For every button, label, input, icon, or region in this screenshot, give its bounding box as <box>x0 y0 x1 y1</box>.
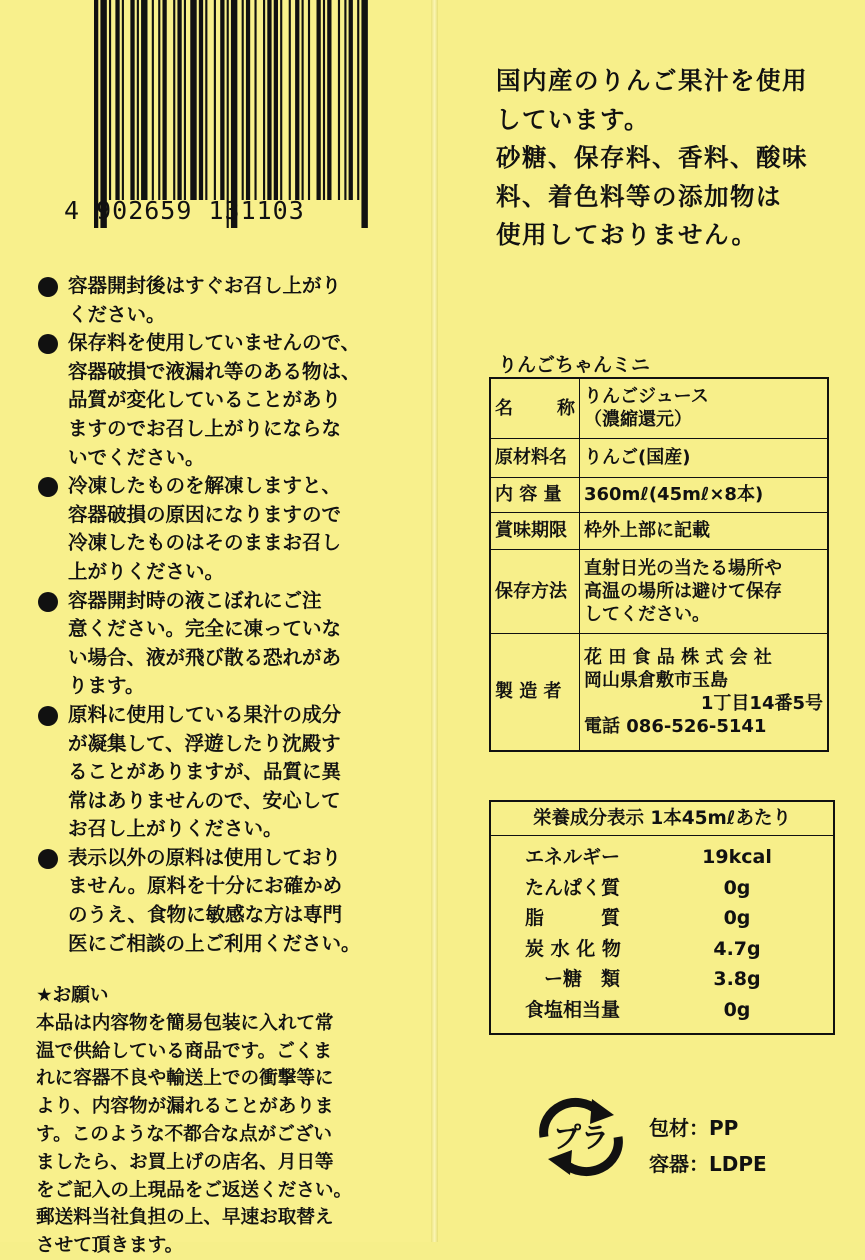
label-key: 名 称 <box>490 378 580 438</box>
label-value: 枠外上部に記載 <box>580 512 829 549</box>
nutrition-row: たんぱく質 0g <box>525 876 751 899</box>
barcode-bar <box>246 0 250 200</box>
barcode-bar <box>344 0 346 200</box>
container-material: 容器：LDPE <box>649 1152 767 1176</box>
materials <box>649 1110 767 1182</box>
maker-address-1: 岡山県倉敷市玉島 <box>584 669 728 691</box>
label-row-storage <box>490 549 828 633</box>
barcode-bar <box>214 0 216 200</box>
label-value <box>580 633 829 751</box>
barcode-bar <box>199 0 203 200</box>
request-title: ★お願い <box>36 985 109 1006</box>
label-value: 直射日光の当たる場所や 高温の場所は避けて保存 してください。 <box>580 549 829 633</box>
barcode-bar <box>162 0 166 200</box>
barcode-bar <box>158 0 160 200</box>
label-row-maker <box>490 633 828 751</box>
product-name: りんごちゃんミニ <box>498 354 651 376</box>
barcode-bar <box>308 0 310 200</box>
barcode-bar <box>100 0 106 228</box>
panel-fold <box>431 0 438 1242</box>
label-value: りんごジュース （濃縮還元） <box>580 378 829 438</box>
barcode-bar <box>220 0 224 200</box>
label-value: 360mℓ(45mℓ×8本) <box>580 477 829 512</box>
barcode-bar <box>205 0 207 200</box>
notice-item: 容器開封時の液こぼれにご注 意ください。完全に凍っていな い場合、液が飛び散る恐れがあ ります。 <box>38 587 388 701</box>
label-row-ingredients <box>490 438 828 477</box>
barcode-bar <box>302 0 304 200</box>
barcode-bar <box>254 0 256 200</box>
barcode-bar <box>295 0 299 200</box>
label-key: 原材料名 <box>490 438 580 477</box>
barcode-bar <box>173 0 175 200</box>
barcode-bar <box>323 0 325 200</box>
nutrition-row: 脂 質 0g <box>525 907 751 929</box>
label-key: 賞味期限 <box>490 512 580 549</box>
barcode-bar <box>357 0 359 200</box>
nutrition-row: 食塩相当量 0g <box>525 998 751 1021</box>
bullet-icon <box>38 706 58 726</box>
bullet-icon <box>38 592 58 612</box>
maker-address-2: 1丁目14番5号 <box>700 692 823 714</box>
notice-item: 表示以外の原料は使用しており ません。原料を十分にお確かめ のうえ、食物に敏感な方は専門 医にご相談の上ご利用ください。 <box>38 844 388 958</box>
barcode-bar <box>361 0 367 228</box>
label-table <box>489 377 829 752</box>
barcode-bar <box>184 0 186 200</box>
notice-item: 容器開封後はすぐお召し上がり ください。 <box>38 272 388 329</box>
barcode-bar <box>338 0 340 200</box>
barcode-bar <box>274 0 278 200</box>
barcode-bar <box>280 0 282 200</box>
barcode-bar <box>227 0 229 228</box>
barcode-bar <box>137 0 139 200</box>
recycle-mark-text: プラ <box>552 1121 610 1154</box>
barcode-bar <box>242 0 244 200</box>
nutrition-row: エネルギー 19kcal <box>525 846 772 868</box>
barcode-bar <box>349 0 353 200</box>
barcode-bar <box>115 0 119 200</box>
headline: 国内産のりんご果汁を使用 しています。 砂糖、保存料、香料、酸味 料、着色料等の添加物は 使用しておりません。 <box>496 66 808 249</box>
label-key: 内 容 量 <box>490 477 580 512</box>
barcode-bar <box>141 0 147 200</box>
barcode-bar <box>190 0 196 200</box>
barcode-bar <box>263 0 265 200</box>
label-value: りんご(国産) <box>580 438 829 477</box>
label-row-expiry <box>490 512 828 549</box>
nutrition-rows <box>491 836 833 1033</box>
barcode-bar <box>152 0 154 200</box>
barcode-bar <box>317 0 321 200</box>
bullet-icon <box>38 334 58 354</box>
notice-item: 保存料を使用していませんので、 容器破損で液漏れ等のある物は、 品質が変化していることがあり ますのでお召し上がりにならな いでください。 <box>38 329 388 472</box>
nutrition-header: 栄養成分表示 1本45mℓあたり <box>491 802 833 836</box>
label-row-name <box>490 378 828 438</box>
barcode-bar <box>267 0 271 200</box>
barcode-bar <box>130 0 134 200</box>
barcode-bar <box>177 0 181 200</box>
nutrition-row: 炭 水 化 物 4.7g <box>525 937 761 960</box>
request-body: 本品は内容物を簡易包装に入れて常 温で供給している商品です。ごくま れに容器不良や輸送上での衝撃等に より、内容物が漏れることがありま す。このような不都合な点がござい ましたら、お買上げの店名、月日等 をご記入の上現品をご返送ください。 郵送料当社負担の上、早速お取替え させて頂きます。 <box>36 1012 353 1257</box>
label-row-volume <box>490 477 828 512</box>
bullet-icon <box>38 277 58 297</box>
label-key: 保存方法 <box>490 549 580 633</box>
barcode-bar <box>289 0 291 200</box>
request-section <box>36 982 396 1260</box>
barcode-bar <box>94 0 98 228</box>
maker-phone: 電話 086-526-5141 <box>584 715 767 737</box>
barcode-bar <box>231 0 237 228</box>
packaging-material: 包材：PP <box>649 1116 739 1140</box>
barcode-digits: 4 902659 131103 <box>64 196 305 225</box>
notice-list <box>38 272 388 958</box>
barcode-bar <box>109 0 111 200</box>
bullet-icon <box>38 477 58 497</box>
notice-item: 原料に使用している果汁の成分 が凝集して、浮遊したり沈殿す ることがありますが、品質に異 常はありませんので、安心して お召し上がりください。 <box>38 701 388 844</box>
nutrition-table <box>489 800 835 1035</box>
barcode-bar <box>327 0 331 200</box>
barcode-bar <box>122 0 124 200</box>
bullet-icon <box>38 849 58 869</box>
maker-company: 花 田 食 品 株 式 会 社 <box>584 646 772 668</box>
nutrition-row: ー糖 類 3.8g <box>525 968 761 990</box>
notice-item: 冷凍したものを解凍しますと、 容器破損の原因になりますので 冷凍したものはそのままお召し 上がりください。 <box>38 472 388 586</box>
label-key: 製 造 者 <box>490 633 580 751</box>
plastic-recycle-icon <box>536 1097 626 1177</box>
